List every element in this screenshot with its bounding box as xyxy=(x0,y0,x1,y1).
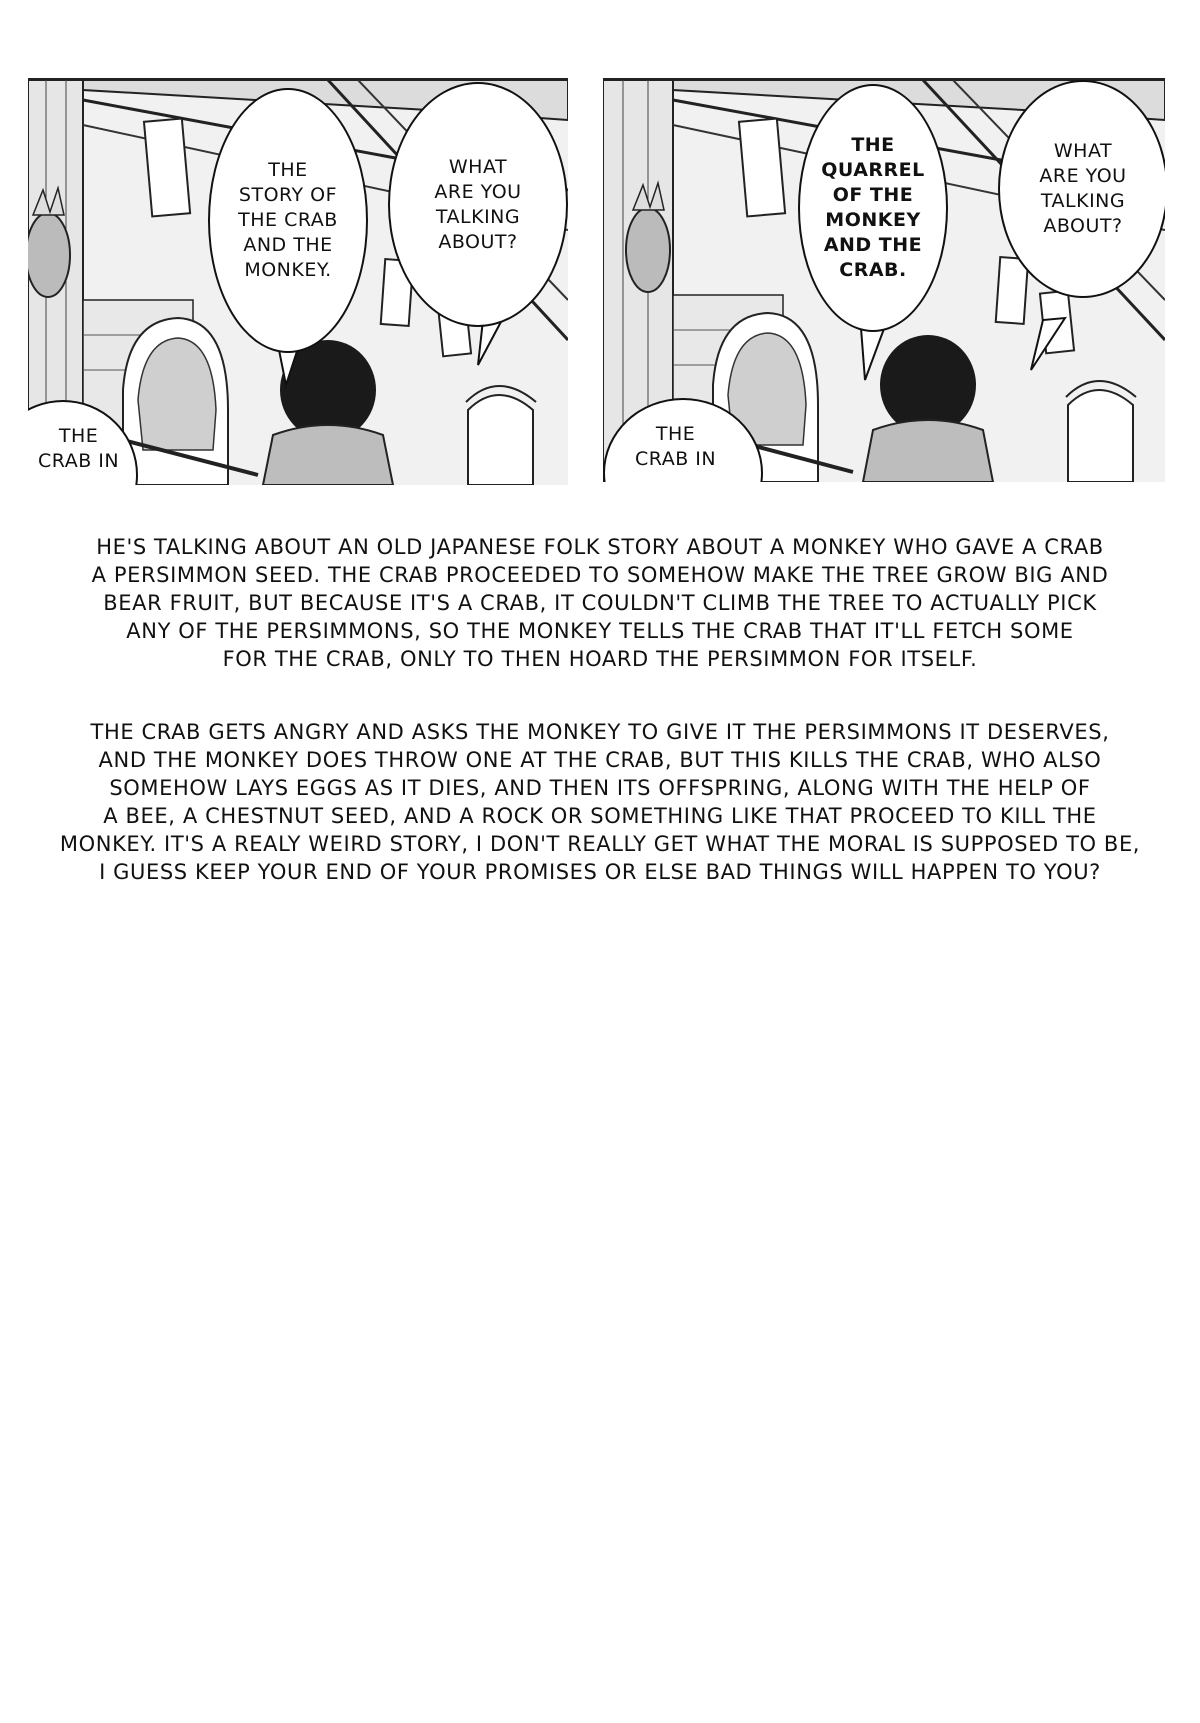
speech-bubble-story-text: THE STORY OF THE CRAB AND THE MONKEY. xyxy=(238,159,338,281)
speech-bubble-question xyxy=(998,80,1165,298)
speech-bubble-story-text: THE QUARREL OF THE MONKEY AND THE CRAB. xyxy=(821,134,925,281)
speech-bubble-question xyxy=(388,82,568,327)
speech-bubble-question-text: WHAT ARE YOU TALKING ABOUT? xyxy=(1039,140,1127,237)
speech-bubble-story xyxy=(798,84,948,332)
translation-note-2: THE CRAB GETS ANGRY AND ASKS THE MONKEY TO GIVE IT THE PERSIMMONS IT DESERVES, AND THE MONKEY DOES THROW ONE AT THE CRAB, BUT THIS KILLS THE CRAB, WHO ALSO SOMEHOW LAYS EGGS AS IT DIES, AND THEN ITS OFFSPRING, ALONG WITH THE HELP OF A BEE, A CHESTNUT SEED, AND A ROCK OR SOMETHING LIKE THAT PROCEED TO KILL THE MONKEY. IT'S A REALY WEIRD STORY, I DON'T REALLY GET WHAT THE MORAL IS SUPPOSED TO BE, I GUESS KEEP YOUR END OF YOUR PROMISES OR ELSE BAD THINGS WILL HAPPEN TO YOU? xyxy=(59,720,1141,884)
speech-bubble-story xyxy=(208,88,368,353)
translation-note-1: HE'S TALKING ABOUT AN OLD JAPANESE FOLK STORY ABOUT A MONKEY WHO GAVE A CRAB A PERSIMMON SEED. THE CRAB PROCEEDED TO SOMEHOW MAKE THE TREE GROW BIG AND BEAR FRUIT, BUT BECAUSE IT'S A CRAB, IT COULDN'T CLIMB THE TREE TO ACTUALLY PICK ANY OF THE PERSIMMONS, SO THE MONKEY TELLS THE CRAB THAT IT'LL FETCH SOME FOR THE CRAB, ONLY TO THEN HOARD THE PERSIMMON FOR ITSELF. xyxy=(91,535,1109,671)
speech-bubble-bottom-text: THE CRAB IN xyxy=(635,423,717,470)
speech-bubble-question-text: WHAT ARE YOU TALKING ABOUT? xyxy=(434,155,522,253)
comic-panel-right xyxy=(603,78,1165,482)
comic-panel-left xyxy=(28,78,568,485)
speech-bubble-bottom-text: THE CRAB IN xyxy=(38,425,120,472)
